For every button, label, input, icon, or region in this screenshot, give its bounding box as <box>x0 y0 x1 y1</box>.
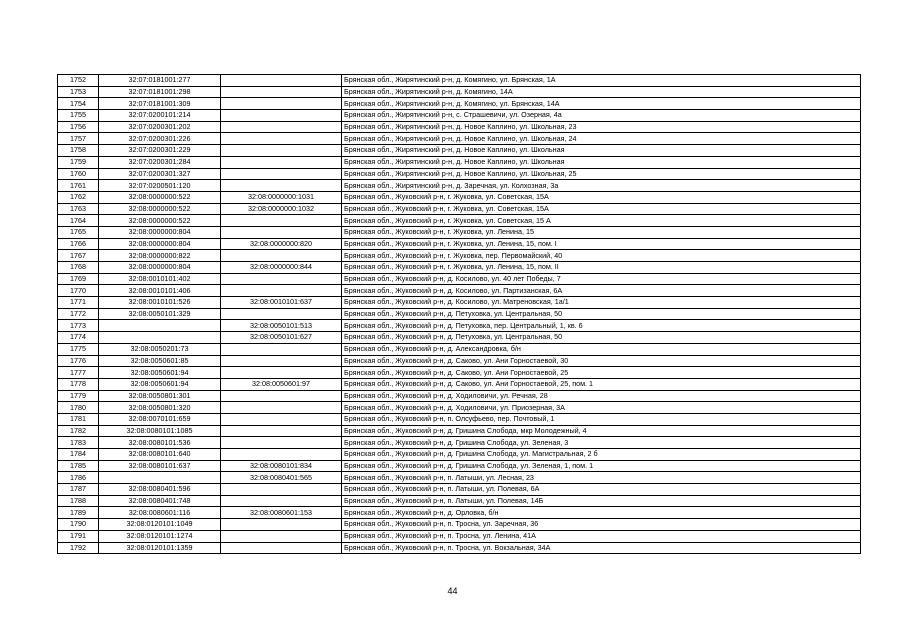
address-cell: Брянская обл., Жуковский р-н, п. Олсуфьево, пер. Почтовый, 1 <box>342 413 861 425</box>
address-cell: Брянская обл., Жуковский р-н, п. Тросна, ул. Вокзальная, 34А <box>342 542 861 554</box>
address-cell: Брянская обл., Жуковский р-н, д. Саково, ул. Ани Горностаевой, 25, пом. 1 <box>342 378 861 390</box>
cadastral-number-cell: 32:08:0120101:1274 <box>99 530 221 542</box>
linked-cadastral-number-cell <box>221 437 342 449</box>
linked-cadastral-number-cell <box>221 542 342 554</box>
linked-cadastral-number-cell <box>221 145 342 157</box>
row-number-cell: 1774 <box>58 332 99 344</box>
address-cell: Брянская обл., Жирятинский р-н, д. Комягино, ул. Брянская, 1А <box>342 75 861 87</box>
table-row <box>58 320 861 332</box>
cadastral-number-cell <box>99 320 221 332</box>
row-number-cell: 1790 <box>58 519 99 531</box>
address-cell: Брянская обл., Жуковский р-н, д. Петуховка, ул. Центральная, 50 <box>342 308 861 320</box>
linked-cadastral-number-cell <box>221 530 342 542</box>
linked-cadastral-number-cell <box>221 425 342 437</box>
table-row <box>58 180 861 192</box>
row-number-cell: 1769 <box>58 273 99 285</box>
linked-cadastral-number-cell <box>221 367 342 379</box>
linked-cadastral-number-cell <box>221 133 342 145</box>
address-cell: Брянская обл., Жуковский р-н, д. Гришина Слобода, ул. Магистральная, 2 б <box>342 449 861 461</box>
linked-cadastral-number-cell <box>221 250 342 262</box>
row-number-cell: 1776 <box>58 355 99 367</box>
table-row <box>58 413 861 425</box>
table-row <box>58 378 861 390</box>
cadastral-number-cell: 32:08:0050101:329 <box>99 308 221 320</box>
row-number-cell: 1779 <box>58 390 99 402</box>
address-cell: Брянская обл., Жуковский р-н, п. Латыши, ул. Лесная, 23 <box>342 472 861 484</box>
row-number-cell: 1758 <box>58 145 99 157</box>
row-number-cell: 1783 <box>58 437 99 449</box>
linked-cadastral-number-cell <box>221 285 342 297</box>
linked-cadastral-number-cell <box>221 180 342 192</box>
cadastral-number-cell: 32:07:0200301:229 <box>99 145 221 157</box>
cadastral-number-cell <box>99 332 221 344</box>
table-row <box>58 121 861 133</box>
linked-cadastral-number-cell <box>221 98 342 110</box>
table-row <box>58 507 861 519</box>
cadastral-number-cell: 32:08:0080101:640 <box>99 449 221 461</box>
address-cell: Брянская обл., Жуковский р-н, д. Гришина Слобода, мкр Молодежный, 4 <box>342 425 861 437</box>
address-cell: Брянская обл., Жирятинский р-н, д. Комягино, ул. Брянская, 14А <box>342 98 861 110</box>
cadastral-number-cell: 32:07:0181001:277 <box>99 75 221 87</box>
table-row <box>58 203 861 215</box>
row-number-cell: 1778 <box>58 378 99 390</box>
address-cell: Брянская обл., Жуковский р-н, п. Тросна, ул. Ленина, 41А <box>342 530 861 542</box>
property-register-table <box>57 74 861 554</box>
cadastral-number-cell: 32:08:0000000:804 <box>99 226 221 238</box>
cadastral-number-cell: 32:08:0050801:301 <box>99 390 221 402</box>
table-row <box>58 343 861 355</box>
cadastral-number-cell: 32:07:0200301:226 <box>99 133 221 145</box>
address-cell: Брянская обл., Жуковский р-н, д. Саково, ул. Ани Горностаевой, 30 <box>342 355 861 367</box>
address-cell: Брянская обл., Жуковский р-н, п. Тросна, ул. Заречная, 36 <box>342 519 861 531</box>
table-body <box>58 75 861 554</box>
table-row <box>58 191 861 203</box>
linked-cadastral-number-cell <box>221 168 342 180</box>
cadastral-number-cell: 32:07:0200301:327 <box>99 168 221 180</box>
cadastral-number-cell: 32:08:0000000:522 <box>99 191 221 203</box>
row-number-cell: 1782 <box>58 425 99 437</box>
address-cell: Брянская обл., Жуковский р-н, д. Александровка, б/н <box>342 343 861 355</box>
row-number-cell: 1786 <box>58 472 99 484</box>
table-row <box>58 262 861 274</box>
address-cell: Брянская обл., Жуковский р-н, п. Латыши, ул. Полевая, 6А <box>342 484 861 496</box>
cadastral-number-cell: 32:08:0070101:659 <box>99 413 221 425</box>
row-number-cell: 1768 <box>58 262 99 274</box>
address-cell: Брянская обл., Жирятинский р-н, с. Страшевичи, ул. Озерная, 4а <box>342 110 861 122</box>
address-cell: Брянская обл., Жуковский р-н, д. Орловка, б/н <box>342 507 861 519</box>
row-number-cell: 1780 <box>58 402 99 414</box>
address-cell: Брянская обл., Жирятинский р-н, д. Новое Каплино, ул. Школьная <box>342 156 861 168</box>
table-row <box>58 110 861 122</box>
address-cell: Брянская обл., Жуковский р-н, г. Жуковка, ул. Советская, 15А <box>342 191 861 203</box>
cadastral-number-cell: 32:07:0200301:284 <box>99 156 221 168</box>
cadastral-number-cell: 32:08:0120101:1049 <box>99 519 221 531</box>
row-number-cell: 1785 <box>58 460 99 472</box>
table-row <box>58 273 861 285</box>
table-row <box>58 519 861 531</box>
linked-cadastral-number-cell <box>221 519 342 531</box>
linked-cadastral-number-cell <box>221 215 342 227</box>
cadastral-number-cell: 32:08:0000000:522 <box>99 215 221 227</box>
cadastral-number-cell: 32:08:0000000:804 <box>99 238 221 250</box>
linked-cadastral-number-cell <box>221 449 342 461</box>
address-cell: Брянская обл., Жуковский р-н, г. Жуковка, ул. Ленина, 15, пом. II <box>342 262 861 274</box>
table-row <box>58 460 861 472</box>
linked-cadastral-number-cell: 32:08:0050101:513 <box>221 320 342 332</box>
address-cell: Брянская обл., Жирятинский р-н, д. Новое Каплино, ул. Школьная <box>342 145 861 157</box>
linked-cadastral-number-cell: 32:08:0050101:627 <box>221 332 342 344</box>
row-number-cell: 1787 <box>58 484 99 496</box>
table-row <box>58 133 861 145</box>
linked-cadastral-number-cell <box>221 390 342 402</box>
cadastral-number-cell: 32:08:0080101:1085 <box>99 425 221 437</box>
table-row <box>58 425 861 437</box>
row-number-cell: 1763 <box>58 203 99 215</box>
table-row <box>58 238 861 250</box>
page-number: 44 <box>447 586 458 596</box>
table-row <box>58 355 861 367</box>
table-row <box>58 75 861 87</box>
cadastral-number-cell: 32:08:0080601:116 <box>99 507 221 519</box>
address-cell: Брянская обл., Жирятинский р-н, д. Комягино, 14А <box>342 86 861 98</box>
linked-cadastral-number-cell: 32:08:0010101:637 <box>221 297 342 309</box>
table-row <box>58 145 861 157</box>
cadastral-number-cell: 32:08:0050601:94 <box>99 367 221 379</box>
table-row <box>58 367 861 379</box>
cadastral-number-cell: 32:08:0010101:406 <box>99 285 221 297</box>
address-cell: Брянская обл., Жуковский р-н, п. Латыши, ул. Полевая, 14Б <box>342 495 861 507</box>
linked-cadastral-number-cell: 32:08:0080101:834 <box>221 460 342 472</box>
row-number-cell: 1773 <box>58 320 99 332</box>
address-cell: Брянская обл., Жуковский р-н, г. Жуковка, ул. Советская, 15А <box>342 203 861 215</box>
table-row <box>58 402 861 414</box>
cadastral-number-cell: 32:08:0080101:536 <box>99 437 221 449</box>
row-number-cell: 1777 <box>58 367 99 379</box>
cadastral-number-cell: 32:08:0000000:804 <box>99 262 221 274</box>
cadastral-number-cell: 32:07:0181001:298 <box>99 86 221 98</box>
cadastral-number-cell: 32:07:0200101:214 <box>99 110 221 122</box>
address-cell: Брянская обл., Жирятинский р-н, д. Новое Каплино, ул. Школьная, 25 <box>342 168 861 180</box>
address-cell: Брянская обл., Жуковский р-н, д. Петуховка, ул. Центральная, 50 <box>342 332 861 344</box>
address-cell: Брянская обл., Жуковский р-н, д. Гришина Слобода, ул. Зеленая, 3 <box>342 437 861 449</box>
cadastral-number-cell: 32:08:0050601:85 <box>99 355 221 367</box>
address-cell: Брянская обл., Жирятинский р-н, д. Новое Каплино, ул. Школьная, 24 <box>342 133 861 145</box>
address-cell: Брянская обл., Жуковский р-н, д. Косилово, ул. Партизанская, 6А <box>342 285 861 297</box>
linked-cadastral-number-cell <box>221 86 342 98</box>
row-number-cell: 1788 <box>58 495 99 507</box>
table-row <box>58 437 861 449</box>
cadastral-number-cell: 32:08:0080101:637 <box>99 460 221 472</box>
table-row <box>58 156 861 168</box>
table-row <box>58 484 861 496</box>
cadastral-number-cell: 32:08:0050201:73 <box>99 343 221 355</box>
address-cell: Брянская обл., Жуковский р-н, г. Жуковка, ул. Ленина, 15 <box>342 226 861 238</box>
linked-cadastral-number-cell: 32:08:0050601:97 <box>221 378 342 390</box>
address-cell: Брянская обл., Жуковский р-н, д. Гришина Слобода, ул. Зеленая, 1, пом. 1 <box>342 460 861 472</box>
row-number-cell: 1789 <box>58 507 99 519</box>
cadastral-number-cell: 32:08:0080401:596 <box>99 484 221 496</box>
address-cell: Брянская обл., Жуковский р-н, г. Жуковка, пер. Первомайский, 40 <box>342 250 861 262</box>
address-cell: Брянская обл., Жуковский р-н, д. Ходиловичи, ул. Приозерная, 3А <box>342 402 861 414</box>
row-number-cell: 1759 <box>58 156 99 168</box>
linked-cadastral-number-cell <box>221 484 342 496</box>
address-cell: Брянская обл., Жирятинский р-н, д. Заречная, ул. Колхозная, 3а <box>342 180 861 192</box>
row-number-cell: 1771 <box>58 297 99 309</box>
linked-cadastral-number-cell: 32:08:0000000:1032 <box>221 203 342 215</box>
row-number-cell: 1760 <box>58 168 99 180</box>
linked-cadastral-number-cell <box>221 121 342 133</box>
address-cell: Брянская обл., Жуковский р-н, д. Косилово, ул. Матреновская, 1а/1 <box>342 297 861 309</box>
row-number-cell: 1770 <box>58 285 99 297</box>
row-number-cell: 1764 <box>58 215 99 227</box>
row-number-cell: 1766 <box>58 238 99 250</box>
cadastral-number-cell: 32:08:0000000:522 <box>99 203 221 215</box>
linked-cadastral-number-cell <box>221 75 342 87</box>
table-row <box>58 297 861 309</box>
linked-cadastral-number-cell <box>221 273 342 285</box>
cadastral-number-cell: 32:07:0200301:202 <box>99 121 221 133</box>
address-cell: Брянская обл., Жуковский р-н, г. Жуковка, ул. Советская, 15 А <box>342 215 861 227</box>
table-row <box>58 226 861 238</box>
row-number-cell: 1761 <box>58 180 99 192</box>
linked-cadastral-number-cell <box>221 308 342 320</box>
table-row <box>58 390 861 402</box>
row-number-cell: 1762 <box>58 191 99 203</box>
row-number-cell: 1784 <box>58 449 99 461</box>
row-number-cell: 1752 <box>58 75 99 87</box>
table-row <box>58 308 861 320</box>
linked-cadastral-number-cell <box>221 495 342 507</box>
row-number-cell: 1755 <box>58 110 99 122</box>
row-number-cell: 1767 <box>58 250 99 262</box>
cadastral-number-cell: 32:08:0080401:748 <box>99 495 221 507</box>
cadastral-number-cell: 32:07:0200501:120 <box>99 180 221 192</box>
linked-cadastral-number-cell: 32:08:0000000:844 <box>221 262 342 274</box>
linked-cadastral-number-cell: 32:08:0000000:820 <box>221 238 342 250</box>
cadastral-number-cell: 32:07:0181001:309 <box>99 98 221 110</box>
address-cell: Брянская обл., Жуковский р-н, д. Петуховка, пер. Центральный, 1, кв. 6 <box>342 320 861 332</box>
cadastral-number-cell: 32:08:0120101:1359 <box>99 542 221 554</box>
table-row <box>58 449 861 461</box>
table-row <box>58 332 861 344</box>
linked-cadastral-number-cell <box>221 343 342 355</box>
row-number-cell: 1753 <box>58 86 99 98</box>
table-row <box>58 98 861 110</box>
linked-cadastral-number-cell: 32:08:0000000:1031 <box>221 191 342 203</box>
address-cell: Брянская обл., Жуковский р-н, д. Косилово, ул. 40 лет Победы, 7 <box>342 273 861 285</box>
row-number-cell: 1754 <box>58 98 99 110</box>
table-row <box>58 285 861 297</box>
cadastral-number-cell <box>99 472 221 484</box>
cadastral-number-cell: 32:08:0050601:94 <box>99 378 221 390</box>
table-row <box>58 530 861 542</box>
row-number-cell: 1791 <box>58 530 99 542</box>
row-number-cell: 1781 <box>58 413 99 425</box>
cadastral-number-cell: 32:08:0050801:320 <box>99 402 221 414</box>
address-cell: Брянская обл., Жуковский р-н, д. Саково, ул. Ани Горностаевой, 25 <box>342 367 861 379</box>
address-cell: Брянская обл., Жирятинский р-н, д. Новое Каплино, ул. Школьная, 23 <box>342 121 861 133</box>
table-row <box>58 472 861 484</box>
table-row <box>58 495 861 507</box>
linked-cadastral-number-cell <box>221 402 342 414</box>
linked-cadastral-number-cell <box>221 355 342 367</box>
table-row <box>58 542 861 554</box>
address-cell: Брянская обл., Жуковский р-н, д. Ходиловичи, ул. Речная, 28 <box>342 390 861 402</box>
row-number-cell: 1775 <box>58 343 99 355</box>
address-cell: Брянская обл., Жуковский р-н, г. Жуковка, ул. Ленина, 15, пом. I <box>342 238 861 250</box>
linked-cadastral-number-cell <box>221 156 342 168</box>
row-number-cell: 1772 <box>58 308 99 320</box>
linked-cadastral-number-cell: 32:08:0080401:565 <box>221 472 342 484</box>
linked-cadastral-number-cell: 32:08:0080601:153 <box>221 507 342 519</box>
cadastral-number-cell: 32:08:0010101:526 <box>99 297 221 309</box>
table-row <box>58 215 861 227</box>
table-row <box>58 168 861 180</box>
row-number-cell: 1757 <box>58 133 99 145</box>
linked-cadastral-number-cell <box>221 413 342 425</box>
linked-cadastral-number-cell <box>221 226 342 238</box>
row-number-cell: 1765 <box>58 226 99 238</box>
row-number-cell: 1756 <box>58 121 99 133</box>
cadastral-number-cell: 32:08:0000000:822 <box>99 250 221 262</box>
cadastral-number-cell: 32:08:0010101:402 <box>99 273 221 285</box>
table-row <box>58 250 861 262</box>
table-row <box>58 86 861 98</box>
linked-cadastral-number-cell <box>221 110 342 122</box>
row-number-cell: 1792 <box>58 542 99 554</box>
